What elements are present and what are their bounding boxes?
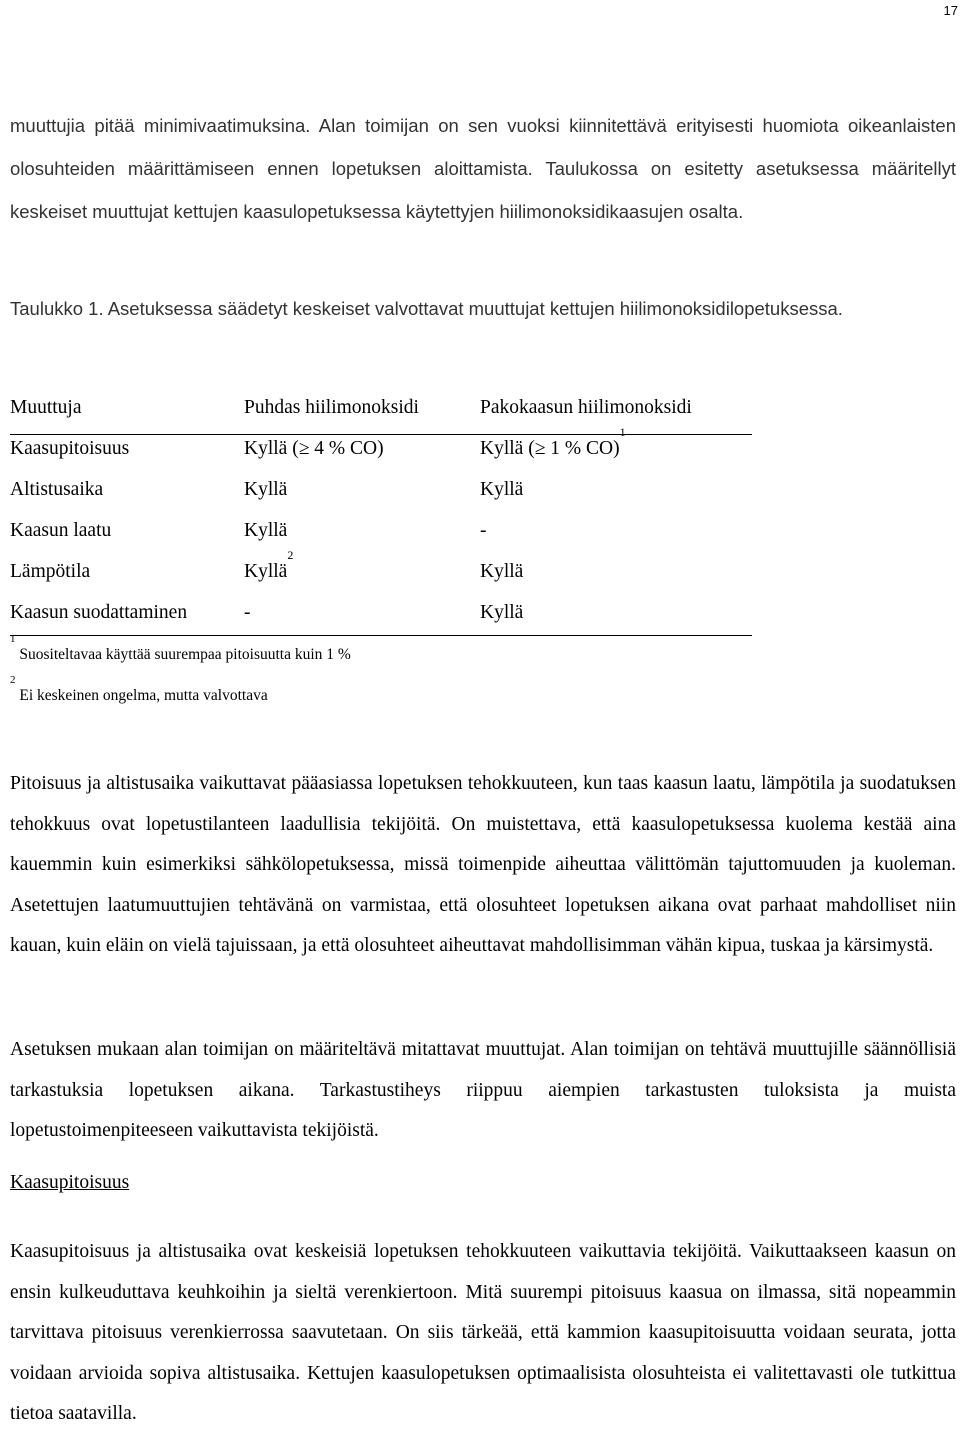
footnote [10,633,351,681]
body-paragraph: Asetuksen mukaan alan toimijan on määriteltävä mitattavat muuttujat. Alan toimijan on tehtävä muuttujille säännöllisiä tarkastuksia lopetuksen aikana. Tarkastustiheys riippuu aiempien tarkastusten tuloksista ja muista lopetustoimenpiteeseen vaikuttavista tekijöistä. [10,1039,956,1142]
table-cell: Kyllä [480,479,524,500]
table-cell-text: Kyllä (≥ 1 % CO) [480,438,620,459]
table-row [10,425,752,469]
table-footnotes [10,633,351,722]
intro-paragraph: muuttujia pitää minimivaatimuksina. Alan toimijan on sen vuoksi kiinnitettävä erityisesti huomiota oikeanlaisten olosuhteiden määrittämiseen ennen lopetuksen aloittamista. Taulukossa on esitetty asetuksessa määritellyt keskeiset muuttujat kettujen kaasulopetuksessa käytettyjen hiilimonoksidikaasujen osalta. [10,115,956,222]
table-header-cell: Pakokaasun hiilimonoksidi [480,397,692,418]
footnote-text: Ei keskeinen ongelma, mutta valvottava [19,687,268,704]
table-cell: Kyllä [480,561,524,582]
footnote-text: Suositeltavaa käyttää suurempaa pitoisuutta kuin 1 % [19,646,351,663]
table-cell: Kaasupitoisuus [10,438,130,459]
body-paragraph: Kaasupitoisuus ja altistusaika ovat keskeisiä lopetuksen tehokkuuteen vaikuttavia tekijöitä. Vaikuttaakseen kaasun on ensin kulkeuduttava keuhkoihin ja sieltä verenkiertoon. Mitä suurempi pitoisuus kaasua on ilmassa, sitä nopeammin tarvittava pitoisuus verenkierrossa saavutetaan. On siis tärkeää, että kammion kaasupitoisuutta voidaan seurata, jotta voidaan arvioida sopiva altistusaika. Kettujen kaasulopetuksen optimaalisista olosuhteista ei valitettavasti ole tutkittua tietoa saatavilla. [10,1241,956,1425]
footnote-marker: 2 [287,548,294,562]
footnote-mark: 1 [10,633,16,645]
table-cell: Kyllä [480,602,524,623]
table-header-cell: Muuttuja [10,397,82,418]
variables-table [10,387,752,633]
body-paragraph: Pitoisuus ja altistusaika vaikuttavat pääasiassa lopetuksen tehokkuuteen, kun taas kaasun laatu, lämpötila ja suodatuksen tehokkuus ovat lopetustilanteen laadullisia tekijöitä. On muistettava, että kaasulopetuksessa kuolema kestää aina kauemmin kuin esimerkiksi sähkölopetuksessa, missä toimenpide aiheuttaa välittömän tajuttomuuden ja kuoleman. Asetettujen laatumuuttujien tehtävänä on varmistaa, että olosuhteet lopetuksen aikana ovat parhaat mahdolliset niin kauan, kuin eläin on vielä tajuissaan, ja että olosuhteet aiheuttavat mahdollisimman vähän kipua, tuskaa ja kärsimystä. [10,773,956,957]
page-number: 17 [943,3,958,18]
table-cell: Kaasun laatu [10,520,112,541]
table-cell [480,425,626,469]
table-row [10,510,752,551]
section-heading: Kaasupitoisuus [10,1172,130,1193]
table-cell: - [480,520,487,541]
table-row [10,548,752,592]
table-bottom-rule [10,635,752,636]
table-cell: Kaasun suodattaminen [10,602,188,623]
table-header-cell: Puhdas hiilimonoksidi [244,397,419,418]
table-cell [244,548,294,592]
table-cell-text: Kyllä [244,561,288,582]
table-row [10,469,752,510]
table-cell: Kyllä [244,520,288,541]
table-header-row [10,387,752,428]
footnote-mark: 2 [10,674,16,686]
table-row [10,592,752,633]
table-cell: Altistusaika [10,479,104,500]
footnote-marker: 1 [619,425,626,439]
table-cell: Kyllä (≥ 4 % CO) [244,438,384,459]
footnote [10,674,351,722]
table-cell: - [244,602,251,623]
table-cell: Lämpötila [10,561,91,582]
table-cell: Kyllä [244,479,288,500]
table-caption: Taulukko 1. Asetuksessa säädetyt keskeiset valvottavat muuttujat kettujen hiilimonoksidilopetuksessa. [10,298,843,319]
